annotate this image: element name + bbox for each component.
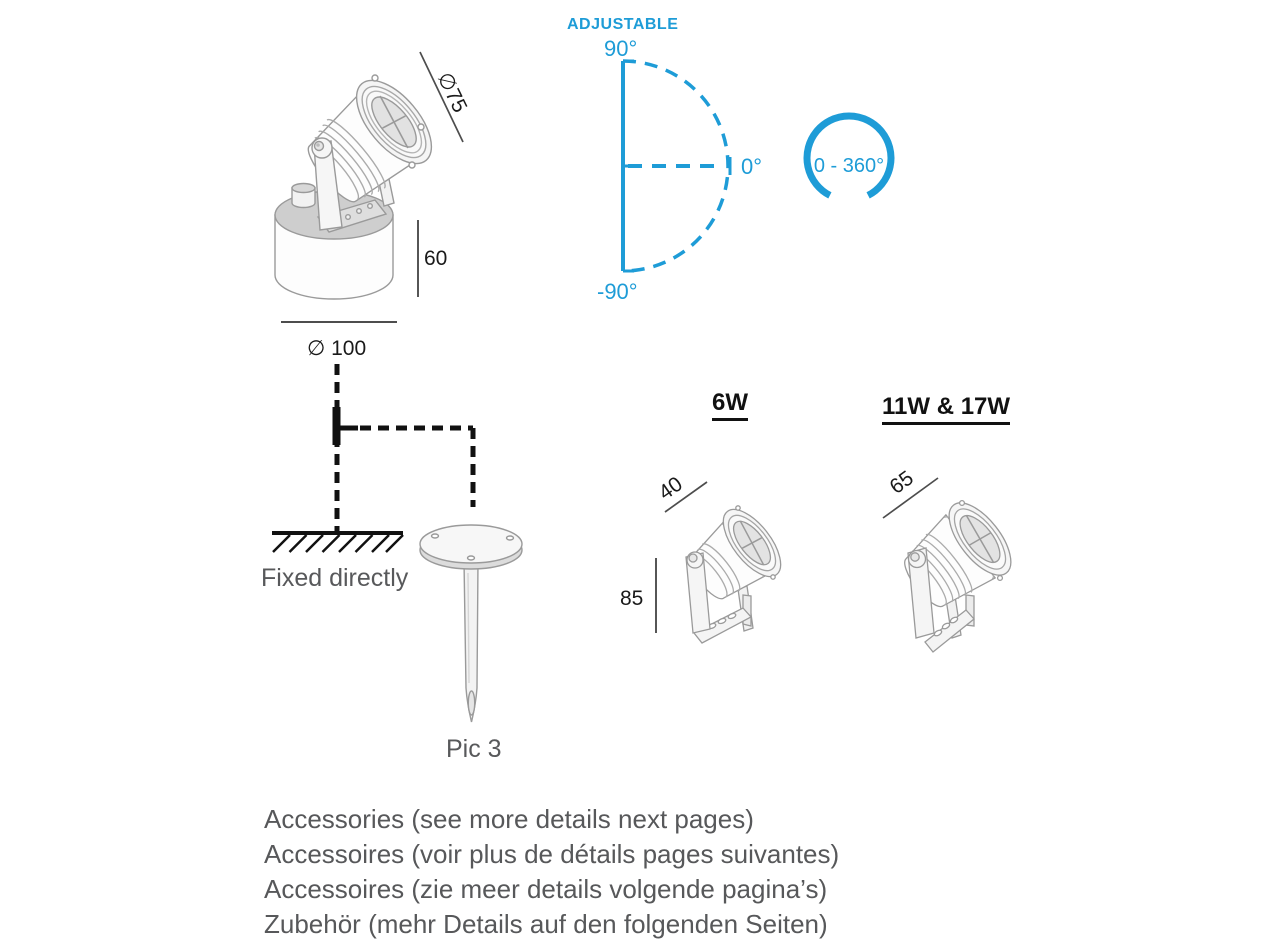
luminaire-6w-drawing <box>672 493 797 653</box>
bezel-screw <box>409 162 415 168</box>
tilt-angle-zero-label: 0° <box>741 154 763 179</box>
accessories-line-en: Accessories (see more details next pages) <box>264 804 754 834</box>
accessories-note <box>264 802 839 942</box>
spike-slot <box>468 691 474 715</box>
dim-base-height-label: 60 <box>424 247 448 270</box>
fixed-directly-label: Fixed directly <box>261 564 409 592</box>
variant-6w-title: 6W <box>712 389 748 421</box>
bezel-screw <box>998 576 1003 581</box>
dim-head-diameter-label: ∅75 <box>432 68 472 117</box>
tilt-angle-bottom-label: -90° <box>597 279 638 304</box>
accessories-line-nl: Accessoires (zie meer details volgende pagina’s) <box>264 874 828 904</box>
ground-hatch-symbol <box>272 533 403 552</box>
ground-spike-drawing <box>405 518 540 733</box>
adjustable-title: ADJUSTABLE <box>567 16 679 33</box>
dim-6w-width-label: 40 <box>654 472 687 505</box>
luminaire-11w-17w-drawing <box>872 483 1022 663</box>
bezel-screw <box>960 501 965 506</box>
bezel-screw <box>372 75 378 81</box>
variant-11w-17w-title: 11W & 17W <box>882 393 1010 425</box>
bezel-screw <box>736 506 740 510</box>
tilt-arc-diagram <box>623 61 730 271</box>
base-knob <box>292 184 315 208</box>
dim-11w-width-label: 65 <box>885 466 918 499</box>
accessories-line-fr: Accessoires (voir plus de détails pages suivantes) <box>264 839 840 869</box>
bezel-screw <box>418 124 424 130</box>
bezel-screw <box>771 575 775 579</box>
dim-6w-height-label: 85 <box>620 587 644 610</box>
rotation-range-label: 0 - 360° <box>813 155 885 177</box>
dim-base-diameter-label: ∅ 100 <box>307 337 367 360</box>
spike-caption: Pic 3 <box>446 735 502 763</box>
tilt-angle-top-label: 90° <box>604 36 638 61</box>
accessories-line-de: Zubehör (mehr Details auf den folgenden Seiten) <box>264 909 828 939</box>
mounting-routing-lines <box>337 364 474 533</box>
